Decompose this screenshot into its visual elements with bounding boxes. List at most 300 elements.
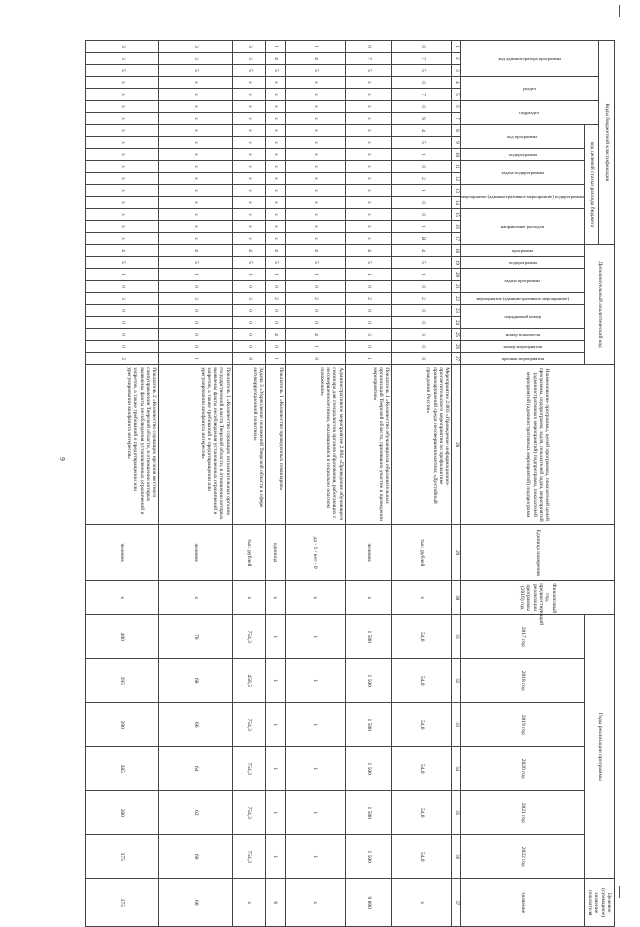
table-row [265,41,285,927]
kbk-section-header: раздел [461,77,599,101]
program-code-col-header: признак мероприятия [461,353,585,365]
code-cell: x [345,221,392,233]
code-cell: 0 [86,317,159,329]
code-cell: 3 [86,293,159,305]
code-cell: 4 [159,245,232,257]
code-cell: 4 [232,245,265,257]
code-cell: x [265,185,285,197]
year-value-cell: 1 [285,747,345,791]
code-cell: 5 [392,65,452,77]
finance-cell: x [86,581,159,615]
year-value-cell: 54,0 [392,659,452,703]
code-cell: 1 [392,149,452,161]
year-value-cell: 385 [86,747,159,791]
column-number: 36 [452,835,461,879]
code-cell: x [232,173,265,185]
code-cell: x [159,233,232,245]
name-cell: Административное мероприятие 2.004 «Проведение обучающего семинара для специалистов органов образования, работающих с несовершеннолетними, оказавшимися в социально опасном положении» [285,365,345,525]
code-cell: 0 [159,317,232,329]
year-value-cell: 754,3 [232,703,265,747]
unit-cell: человек [159,525,232,581]
year-value-cell: 1 500 [345,703,392,747]
code-cell: x [86,137,159,149]
column-number: 16 [452,221,461,233]
code-cell: x [285,233,345,245]
code-cell: x [285,197,345,209]
name-cell: Показатель 1 «Количество проведенных семинаров» [265,365,285,525]
code-cell: x [265,197,285,209]
target-value-header: значение [461,879,585,927]
code-cell: 0 [265,317,285,329]
code-cell: 1 [392,185,452,197]
target-value-cell: x [392,879,452,927]
code-cell: 3 [86,41,159,53]
code-cell: x [232,149,265,161]
column-number: 25 [452,329,461,341]
code-cell: x [265,149,285,161]
column-number: 35 [452,791,461,835]
code-cell: 4 [285,329,345,341]
code-cell: x [232,221,265,233]
code-cell: 0 [265,305,285,317]
code-cell: 1 [392,221,452,233]
code-cell: x [86,209,159,221]
code-cell: x [159,125,232,137]
table-row [86,41,159,927]
year-value-cell: 375 [86,835,159,879]
year-value-cell: 395 [86,659,159,703]
year-value-cell: 458,5 [232,659,265,703]
year-value-cell: 1 [285,791,345,835]
code-cell: x [232,197,265,209]
code-cell: x [159,101,232,113]
target-value-cell: 375 [86,879,159,927]
kbk-direction-header: направление расходов [461,209,585,245]
program-table [85,40,615,927]
name-cell: Показатель 1 «Количество служащих исполнительных органов государственной власти Тверской области, в отношении которых выявлены факты несоблюдения установленных ограничений и запретов, а также требований о предотвращении или урегулировании конфликта интересов» [159,365,232,525]
program-code-col-header: программа [461,245,585,257]
code-cell: 0 [232,341,265,353]
year-value-cell: 754,3 [232,615,265,659]
rotated-page [85,40,615,918]
code-cell: x [285,125,345,137]
code-cell: 0 [392,305,452,317]
year-header: 2019 год [461,703,585,747]
code-cell: 1 [265,269,285,281]
code-cell: 0 [345,317,392,329]
code-cell: x [285,185,345,197]
code-cell: x [86,185,159,197]
margin-mark-bottom [619,886,620,898]
year-value-cell: 54,0 [392,835,452,879]
column-number: 24 [452,317,461,329]
code-cell: 5 [345,65,392,77]
code-cell: 2 [392,293,452,305]
year-value-cell: 390 [86,703,159,747]
column-number: 31 [452,615,461,659]
code-cell: 0 [285,281,345,293]
code-cell: 0 [392,161,452,173]
year-value-cell: 54,0 [392,615,452,659]
code-cell: 0 [392,317,452,329]
year-value-cell: 66 [159,703,232,747]
code-cell: 1 [345,269,392,281]
year-value-cell: 1 [265,659,285,703]
code-cell: x [285,173,345,185]
year-value-cell: 754,3 [232,747,265,791]
code-cell: 5 [392,257,452,269]
unit-cell: человек [86,525,159,581]
code-cell: 9 [392,113,452,125]
code-cell: 0 [392,101,452,113]
target-group-header: Целевое (суммарное) значение показателя [585,879,615,927]
year-value-cell: 60 [159,835,232,879]
code-cell: x [265,161,285,173]
column-number: 3 [452,65,461,77]
year-value-cell: 1 [285,835,345,879]
column-number: 2 [452,53,461,65]
code-cell: 2 [265,293,285,305]
code-cell: 0 [345,305,392,317]
year-value-cell: 1 500 [345,615,392,659]
kbk-subprogram-header: подпрограмма [461,149,585,161]
code-cell: x [265,209,285,221]
year-value-cell: 1 [265,791,285,835]
code-cell: 7 [345,53,392,65]
code-cell: x [232,233,265,245]
year-value-cell: 54,0 [392,791,452,835]
years-group-header: Годы реализации программы [585,615,615,879]
year-value-cell: 1 [265,747,285,791]
unit-cell: тыс. рублей [392,525,452,581]
code-cell: x [345,197,392,209]
code-cell: 4 [285,53,345,65]
column-number: 1 [452,41,461,53]
code-cell: 1 [345,353,392,365]
table-stage [85,40,615,918]
code-cell: 0 [285,305,345,317]
year-header: 2021 год [461,791,585,835]
code-cell: x [86,233,159,245]
year-value-cell: 1 500 [345,659,392,703]
code-cell: 7 [392,89,452,101]
year-value-cell: 754,3 [232,791,265,835]
code-cell: x [285,221,345,233]
program-code-col-header: мероприятие (административное мероприятие) [461,293,585,305]
column-number: 5 [452,89,461,101]
page-number: 9 [57,457,66,461]
code-cell: x [285,161,345,173]
kbk-measure-header: мероприятие (административное мероприятие) подпрограммы [461,185,585,209]
year-header: 2017 год [461,615,585,659]
table-row [392,41,452,927]
code-cell: x [232,101,265,113]
finance-cell: x [345,581,392,615]
code-cell: x [159,185,232,197]
code-cell: 0 [159,281,232,293]
code-cell: x [345,125,392,137]
code-cell: 1 [285,341,345,353]
code-cell: 3 [159,53,232,65]
column-number: 13 [452,185,461,197]
column-number: 8 [452,125,461,137]
code-cell: x [345,89,392,101]
code-cell: x [232,161,265,173]
program-code-col-header: подпрограмма [461,257,585,269]
code-cell: 2 [392,173,452,185]
code-cell: 1 [159,353,232,365]
kbk-sub-header: код целевой статьи расхода бюджета [585,125,599,245]
code-cell: 3 [345,329,392,341]
code-cell: x [345,113,392,125]
code-cell: В [392,233,452,245]
code-cell: x [265,221,285,233]
code-cell: x [285,137,345,149]
code-cell: 0 [345,41,392,53]
finance-cell: x [265,581,285,615]
code-cell: 0 [232,329,265,341]
year-value-cell: 1 500 [345,835,392,879]
finance-cell: x [159,581,232,615]
code-cell: 4 [265,329,285,341]
code-cell: 7 [392,53,452,65]
code-cell: 3 [232,293,265,305]
code-cell: 0 [159,341,232,353]
code-cell: 5 [86,257,159,269]
column-number: 4 [452,77,461,89]
code-cell: 2 [345,293,392,305]
code-cell: 1 [285,269,345,281]
code-cell: x [285,149,345,161]
code-cell: 4 [265,53,285,65]
code-cell: 3 [232,53,265,65]
code-cell: x [345,101,392,113]
year-value-cell: 1 500 [345,747,392,791]
code-cell: 3 [86,53,159,65]
finance-header: Финансовый год, предшествующий реализации программы (2016) год [461,581,615,615]
code-cell: x [232,185,265,197]
code-cell: 0 [159,329,232,341]
code-cell: x [265,173,285,185]
code-cell: x [345,233,392,245]
code-cell: x [159,113,232,125]
code-cell: 0 [265,281,285,293]
code-cell: 2 [86,353,159,365]
year-header: 2022 год [461,835,585,879]
code-cell: 0 [392,197,452,209]
year-header: 2020 год [461,747,585,791]
code-cell: 0 [392,353,452,365]
code-cell: x [345,137,392,149]
target-value-cell: x [285,879,345,927]
code-cell: 0 [232,317,265,329]
code-cell: x [285,101,345,113]
kbk-subsection-header: подраздел [461,101,599,125]
code-cell: 3 [159,293,232,305]
column-number: 28 [452,365,461,525]
code-cell: 0 [392,41,452,53]
program-code-group-header: Дополнительный аналитический код [585,245,615,365]
year-value-cell: 70 [159,615,232,659]
year-value-cell: 1 [265,835,285,879]
code-cell: x [345,209,392,221]
column-number: 9 [452,137,461,149]
code-cell: x [232,137,265,149]
column-number: 10 [452,149,461,161]
program-code-col-header: порядковый номер [461,305,585,329]
unit-cell: человек [345,525,392,581]
column-number: 23 [452,305,461,317]
margin-mark-top [619,5,620,17]
code-cell: x [265,77,285,89]
code-cell: 5 [265,257,285,269]
code-cell: 4 [345,245,392,257]
target-value-cell: 6 [265,879,285,927]
code-cell: 0 [392,341,452,353]
unit-cell: тыс. рублей [232,525,265,581]
code-cell: x [86,197,159,209]
code-cell: x [345,173,392,185]
code-cell: x [159,173,232,185]
year-value-cell: 54,0 [392,747,452,791]
column-number: 22 [452,293,461,305]
code-cell: x [86,77,159,89]
code-cell: x [86,113,159,125]
column-number: 14 [452,197,461,209]
code-cell: 3 [159,41,232,53]
code-cell: x [265,89,285,101]
code-cell: x [86,89,159,101]
code-cell: x [345,161,392,173]
code-cell: x [265,125,285,137]
column-number: 30 [452,581,461,615]
name-header: Наименование программы, целей программы, показателей целей программы, подпрограмм, задач, показателей задач, мероприятий (административных мероприятий) подпрограмм, показателей мероприятий (административных мероприятий) подпрограмм [461,365,615,525]
code-cell: 3 [232,41,265,53]
code-cell: 0 [232,353,265,365]
column-number: 37 [452,879,461,927]
code-cell: 5 [86,65,159,77]
code-cell: 0 [345,341,392,353]
code-cell: 0 [285,317,345,329]
code-cell: x [232,89,265,101]
code-cell: 0 [392,77,452,89]
code-cell: x [159,137,232,149]
code-cell: 5 [345,257,392,269]
column-number: 7 [452,113,461,125]
year-value-cell: 754,3 [232,835,265,879]
kbk-admin-header: код администратора программы [461,41,599,77]
code-cell: x [232,113,265,125]
code-cell: x [265,113,285,125]
code-cell: x [285,209,345,221]
code-cell: 3 [392,329,452,341]
column-number: 20 [452,269,461,281]
finance-cell: x [392,581,452,615]
year-value-cell: 1 500 [345,791,392,835]
code-cell: 5 [392,137,452,149]
code-cell: x [159,161,232,173]
program-code-col-header: номер показателя [461,329,585,341]
code-cell: 5 [265,65,285,77]
unit-header: Единица измерения [461,525,615,581]
column-number: 11 [452,161,461,173]
unit-cell: да - 1 / нет - 0 [285,525,345,581]
year-value-cell: 68 [159,659,232,703]
code-cell: 4 [285,245,345,257]
code-cell: 0 [232,281,265,293]
column-number: 18 [452,245,461,257]
code-cell: 1 [159,269,232,281]
code-cell: x [159,77,232,89]
name-cell: Задача 3 «Укрепление положений Тверской области в сфере антикоррупционной политики» [232,365,265,525]
code-cell: 5 [232,65,265,77]
column-number: 27 [452,353,461,365]
code-cell: x [159,209,232,221]
year-value-cell: 1 [265,703,285,747]
code-cell: 1 [265,41,285,53]
code-cell: 0 [285,353,345,365]
code-cell: 1 [265,353,285,365]
unit-cell: единица [265,525,285,581]
year-value-cell: 62 [159,791,232,835]
program-code-col-header: номер мероприятия [461,341,585,353]
column-number: 32 [452,659,461,703]
name-cell: Показатель 1 «Количество обучающихся образовательных организаций Тверской области, принявших участие в проведении мероприятия» [345,365,392,525]
code-cell: x [232,77,265,89]
column-number: 29 [452,525,461,581]
code-cell: x [265,101,285,113]
code-cell: 1 [285,41,345,53]
table-row [159,41,232,927]
code-cell: 0 [392,281,452,293]
code-cell: x [345,77,392,89]
code-cell: x [86,221,159,233]
code-cell: 4 [86,245,159,257]
column-number: 15 [452,209,461,221]
target-value-cell: 60 [159,879,232,927]
code-cell: 5 [285,257,345,269]
column-number: 17 [452,233,461,245]
code-cell: 5 [159,257,232,269]
code-cell: 5 [232,257,265,269]
code-cell: 0 [232,305,265,317]
code-cell: 0 [265,341,285,353]
finance-cell: x [285,581,345,615]
kbk-group-header: Коды бюджетной классификации [599,41,615,245]
code-cell: x [86,173,159,185]
code-cell: x [345,149,392,161]
code-cell: 2 [285,293,345,305]
code-cell: 4 [392,245,452,257]
code-cell: 4 [392,125,452,137]
column-number: 34 [452,747,461,791]
code-cell: x [265,137,285,149]
kbk-program-code-header: код программы [461,125,585,149]
target-value-cell: x [232,879,265,927]
year-value-cell: 54,0 [392,703,452,747]
code-cell: 0 [86,329,159,341]
code-cell: 1 [86,269,159,281]
code-cell: 1 [232,269,265,281]
code-cell: x [285,113,345,125]
code-cell: 0 [86,341,159,353]
column-number: 12 [452,173,461,185]
program-code-col-header: задача программы [461,269,585,293]
code-cell: 0 [86,281,159,293]
year-value-cell: 1 [285,615,345,659]
code-cell: 0 [159,305,232,317]
name-cell: Показатель 2 «Количество служащих органов местного самоуправления Тверской области, в отношении которых выявлены факты несоблюдения установленных ограничений и запретов, а также требований о предотвращении или урегулировании конфликта интересов» [86,365,159,525]
